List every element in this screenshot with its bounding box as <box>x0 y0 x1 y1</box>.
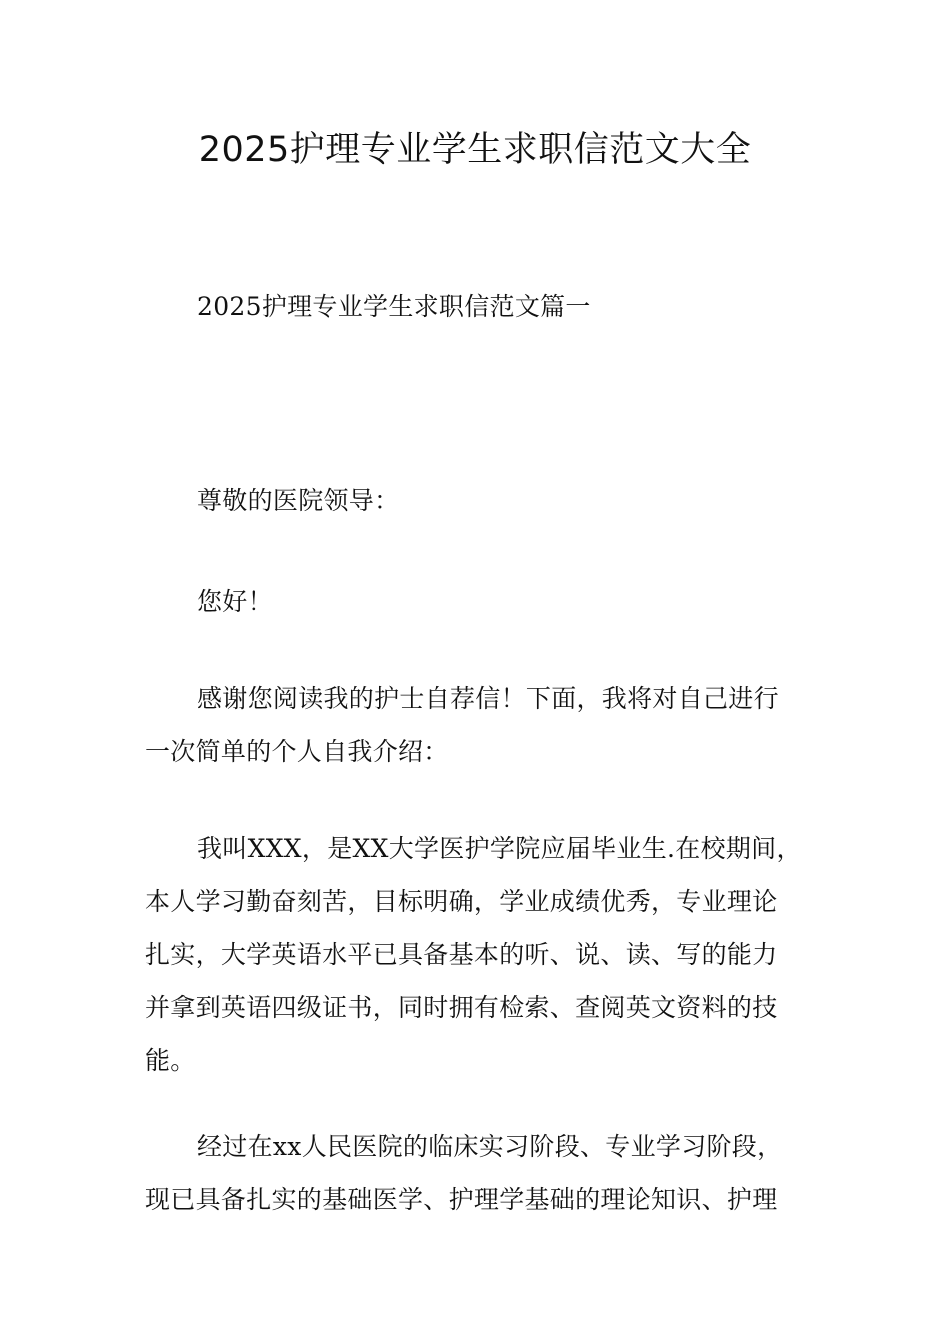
paragraph-line: 经过在xx人民医院的临床实习阶段、专业学习阶段， <box>197 1132 783 1161</box>
paragraph-line: 能。 <box>145 1046 196 1075</box>
paragraph-line: 并拿到英语四级证书，同时拥有检索、查阅英文资料的技 <box>145 993 778 1022</box>
paragraph-line: 扎实，大学英语水平已具备基本的听、说、读、写的能力 <box>145 940 778 969</box>
paragraph-line: 本人学习勤奋刻苦，目标明确，学业成绩优秀，专业理论 <box>145 887 778 916</box>
document-title: 2025护理专业学生求职信范文大全 <box>198 130 752 170</box>
paragraph-line: 我叫XXX，是XX大学医护学院应届毕业生.在校期间， <box>197 834 802 863</box>
greeting: 您好！ <box>197 587 273 616</box>
paragraph-education <box>145 822 807 1087</box>
paragraph-line: 感谢您阅读我的护士自荐信！下面，我将对自己进行 <box>197 684 779 713</box>
paragraph-line: 一次简单的个人自我介绍： <box>145 737 449 766</box>
paragraph-line: 现已具备扎实的基础医学、护理学基础的理论知识、护理 <box>145 1185 778 1214</box>
section-heading: 2025护理专业学生求职信范文篇一 <box>197 292 591 321</box>
paragraph-intro <box>145 672 807 778</box>
salutation: 尊敬的医院领导： <box>197 486 400 515</box>
paragraph-internship <box>145 1120 807 1226</box>
